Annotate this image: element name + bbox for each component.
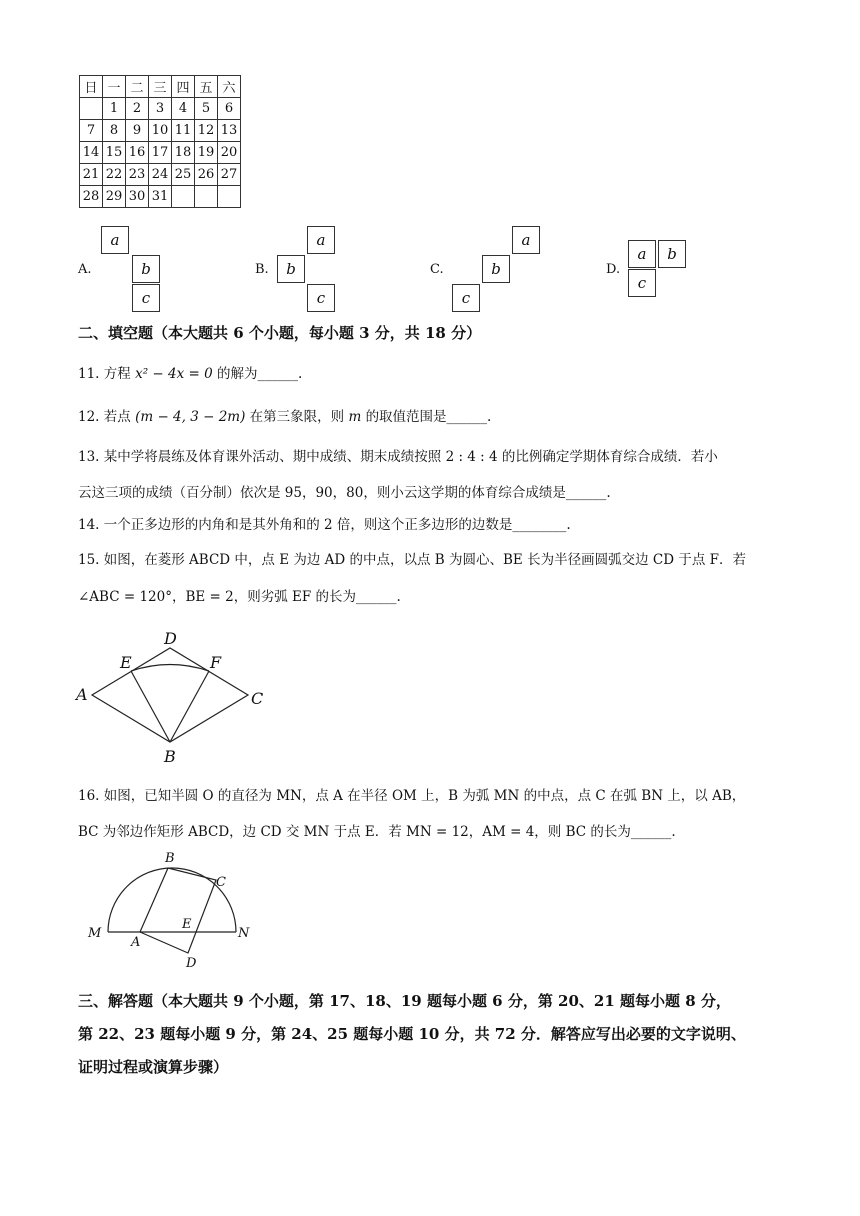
rhombus-figure xyxy=(70,620,280,770)
calendar-cell: 18 xyxy=(172,142,195,164)
option-d-label: D. xyxy=(606,262,621,277)
q12-point: (m − 4, 3 − 2m) xyxy=(135,409,246,425)
point-d-label: D xyxy=(164,629,177,648)
calendar-cell: 3 xyxy=(149,98,172,120)
calendar-cell xyxy=(218,186,241,208)
option-b-cell-b: b xyxy=(277,255,305,283)
q12-number: 12. xyxy=(78,409,100,425)
calendar-header: 六 xyxy=(218,76,241,98)
option-a-cell-b: b xyxy=(132,255,160,283)
q11-equation: x² − 4x = 0 xyxy=(135,366,213,382)
rectangle-abcd xyxy=(140,868,216,953)
question-12 xyxy=(78,405,491,425)
option-c-cell-c: c xyxy=(452,284,480,312)
q13-ratio: 2 : 4 : 4 xyxy=(445,449,498,465)
q11-post: 的解为______. xyxy=(216,366,303,382)
option-d-cell-b: b xyxy=(658,240,686,268)
calendar-cell: 2 xyxy=(126,98,149,120)
calendar-header: 三 xyxy=(149,76,172,98)
calendar-cell xyxy=(195,186,218,208)
question-13-line-2: 云这三项的成绩（百分制）依次是 95，90，80，则小云这学期的体育综合成绩是______. xyxy=(78,485,611,501)
point-b-label: B xyxy=(164,747,176,766)
calendar-cell: 21 xyxy=(80,164,103,186)
calendar-cell: 31 xyxy=(149,186,172,208)
calendar-cell xyxy=(172,186,195,208)
point-a-label: A xyxy=(131,935,141,950)
question-15-line-1: 15. 如图，在菱形 ABCD 中，点 E 为边 AD 的中点，以点 B 为圆心、BE 长为半径画圆弧交边 CD 于点 F．若 xyxy=(78,552,746,568)
calendar-header: 日 xyxy=(80,76,103,98)
calendar-cell: 29 xyxy=(103,186,126,208)
calendar-cell: 17 xyxy=(149,142,172,164)
segment-be xyxy=(131,671,170,742)
option-a-cell-c: c xyxy=(132,284,160,312)
option-a-label: A. xyxy=(78,262,92,277)
calendar-table xyxy=(79,75,241,208)
q12-var: m xyxy=(348,409,362,425)
q11-number: 11. xyxy=(78,366,100,382)
section-3-heading-line-2: 第 22、23 题每小题 9 分，第 24、25 题每小题 10 分，共 72 分．解答应写出必要的文字说明、 xyxy=(78,1025,746,1043)
q13-number: 13. xyxy=(78,449,100,465)
q12-post: 的取值范围是______. xyxy=(365,409,492,425)
calendar-header-row xyxy=(80,76,241,98)
question-16-line-2: BC 为邻边作矩形 ABCD，边 CD 交 MN 于点 E．若 MN = 12，AM = 4，则 BC 的长为______. xyxy=(78,824,676,840)
segment-bf xyxy=(170,671,209,742)
point-a-label: A xyxy=(76,685,88,704)
calendar-cell: 16 xyxy=(126,142,149,164)
arc-ef xyxy=(131,665,209,672)
calendar-cell: 22 xyxy=(103,164,126,186)
calendar-cell: 25 xyxy=(172,164,195,186)
option-c-cell-a: a xyxy=(512,226,540,254)
calendar-cell: 23 xyxy=(126,164,149,186)
calendar-cell: 12 xyxy=(195,120,218,142)
question-13-line-1 xyxy=(78,445,718,465)
point-e-label: E xyxy=(182,917,192,932)
q12-mid: 在第三象限，则 xyxy=(249,409,345,425)
point-b-label: B xyxy=(165,851,175,866)
calendar-cell: 28 xyxy=(80,186,103,208)
option-b-cell-c: c xyxy=(307,284,335,312)
calendar-header: 一 xyxy=(103,76,126,98)
semicircle-figure xyxy=(80,845,265,975)
question-14: 14. 一个正多边形的内角和是其外角和的 2 倍，则这个正多边形的边数是________. xyxy=(78,517,571,533)
calendar-row xyxy=(80,98,241,120)
calendar-row xyxy=(80,120,241,142)
q13-post: 的比例确定学期体育综合成绩．若小 xyxy=(501,449,718,465)
calendar-row xyxy=(80,142,241,164)
calendar-cell: 1 xyxy=(103,98,126,120)
point-n-label: N xyxy=(238,926,250,941)
calendar-cell xyxy=(80,98,103,120)
calendar-cell: 11 xyxy=(172,120,195,142)
question-15-line-2: ∠ABC = 120°，BE = 2，则劣弧 EF 的长为______. xyxy=(78,589,401,605)
point-c-label: C xyxy=(216,875,226,890)
calendar-header: 五 xyxy=(195,76,218,98)
q11-pre: 方程 xyxy=(103,366,131,382)
point-f-label: F xyxy=(210,653,222,672)
calendar-header: 二 xyxy=(126,76,149,98)
option-c-cell-b: b xyxy=(482,255,510,283)
option-d-cell-c: c xyxy=(628,269,656,297)
rhombus-abcd xyxy=(92,648,248,742)
calendar-cell: 9 xyxy=(126,120,149,142)
calendar-cell: 27 xyxy=(218,164,241,186)
q13-pre: 某中学将晨练及体育课外活动、期中成绩、期末成绩按照 xyxy=(103,449,442,465)
option-d-cell-a: a xyxy=(628,240,656,268)
calendar-cell: 7 xyxy=(80,120,103,142)
point-e-label: E xyxy=(120,653,132,672)
section-3-heading-line-1: 三、解答题（本大题共 9 个小题，第 17、18、19 题每小题 6 分，第 20、21 题每小题 8 分， xyxy=(78,992,731,1010)
section-3-heading-line-3: 证明过程或演算步骤） xyxy=(78,1058,229,1076)
option-b-label: B. xyxy=(255,262,269,277)
option-b-cell-a: a xyxy=(307,226,335,254)
calendar-cell: 15 xyxy=(103,142,126,164)
calendar-cell: 5 xyxy=(195,98,218,120)
calendar-cell: 24 xyxy=(149,164,172,186)
calendar-cell: 6 xyxy=(218,98,241,120)
calendar-cell: 10 xyxy=(149,120,172,142)
point-c-label: C xyxy=(251,689,264,708)
calendar-row xyxy=(80,164,241,186)
option-c-label: C. xyxy=(430,262,444,277)
section-2-heading: 二、填空题（本大题共 6 个小题，每小题 3 分，共 18 分） xyxy=(78,324,482,342)
calendar-cell: 19 xyxy=(195,142,218,164)
calendar-cell: 26 xyxy=(195,164,218,186)
calendar-cell: 20 xyxy=(218,142,241,164)
option-a-cell-a: a xyxy=(101,226,129,254)
calendar-cell: 13 xyxy=(218,120,241,142)
point-d-label: D xyxy=(186,956,197,971)
calendar-cell: 8 xyxy=(103,120,126,142)
calendar-cell: 30 xyxy=(126,186,149,208)
calendar-header: 四 xyxy=(172,76,195,98)
q12-pre: 若点 xyxy=(103,409,131,425)
calendar-cell: 4 xyxy=(172,98,195,120)
calendar-cell: 14 xyxy=(80,142,103,164)
point-m-label: M xyxy=(88,926,102,941)
calendar-row xyxy=(80,186,241,208)
question-16-line-1: 16. 如图，已知半圆 O 的直径为 MN，点 A 在半径 OM 上，B 为弧 MN 的中点，点 C 在弧 BN 上，以 AB， xyxy=(78,788,746,804)
question-11 xyxy=(78,362,302,382)
